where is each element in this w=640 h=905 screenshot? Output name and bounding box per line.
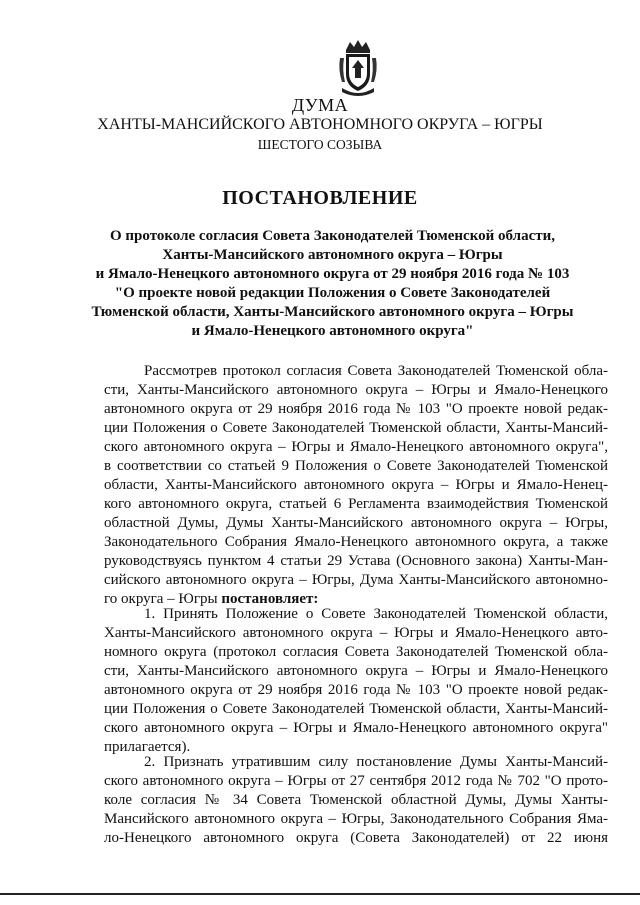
paragraph-line: 1. Принять Положение о Совете Законодателей Тюменской области,	[144, 606, 608, 622]
org-title: ДУМА	[291, 95, 349, 115]
paragraph-line: в соответствии со статьей 9 Положения о Совете Законодателей Тюменской	[104, 458, 608, 474]
coat-of-arms-emblem	[336, 38, 380, 98]
paragraph-line: Ханты-Мансийского автономного округа – Югры и Ямало-Ненецкого авто-	[104, 625, 608, 641]
document-type-title: ПОСТАНОВЛЕНИЕ	[222, 187, 418, 209]
heading-line: и Ямало-Ненецкого автономного округа"	[191, 323, 474, 339]
paragraph-line: коле согласия № 34 Совета Тюменской областной Думы, Думы Ханты-	[104, 792, 608, 808]
heading-line: Ханты-Мансийского автономного округа – Югры	[162, 247, 503, 263]
paragraph-line-text: го округа – Югры	[104, 591, 222, 607]
intro-paragraph	[104, 362, 608, 609]
paragraph-line: прилагается).	[104, 739, 191, 755]
paragraph-line: 2. Признать утратившим силу постановление Думы Ханты-Мансий-	[144, 754, 608, 770]
paragraph-line: руководствуясь пунктом 4 статьи 29 Устава (Основного закона) Ханты-Ман-	[104, 553, 608, 569]
paragraph-line: сти, Ханты-Мансийского автономного округа – Югры и Ямало-Ненецкого	[104, 382, 608, 398]
paragraph-line: областной Думы, Думы Ханты-Мансийского автономного округа – Югры,	[104, 515, 608, 531]
org-subtitle: ХАНТЫ-МАНСИЙСКОГО АВТОНОМНОГО ОКРУГА – ЮГРЫ	[97, 116, 543, 133]
coat-of-arms-icon	[336, 38, 380, 98]
paragraph-line: Мансийского автономного округа – Югры, Законодательного Собрания Яма-	[104, 811, 608, 827]
heading-line: О протоколе согласия Совета Законодателей Тюменской области,	[109, 228, 555, 244]
paragraph-line: ло-Ненецкого автономного округа (Совета Законодателей) от 22 июня	[104, 830, 608, 846]
heading-line: Тюменской области, Ханты-Мансийского автономного округа – Югры	[91, 304, 574, 320]
paragraph-line: ции Положения о Совете Законодателей Тюменской области, Ханты-Мансий-	[104, 420, 608, 436]
decree-word: постановляет:	[221, 591, 319, 607]
paragraph-line: ского автономного округа – Югры и Ямало-Ненецкого автономного округа",	[104, 439, 608, 455]
heading-line: и Ямало-Ненецкого автономного округа от 29 ноября 2016 года № 103	[95, 266, 570, 282]
document-heading	[60, 227, 605, 341]
paragraph-line: автономного округа от 29 ноября 2016 года № 103 "О проекте новой редак-	[104, 401, 608, 417]
convocation-label: ШЕСТОГО СОЗЫВА	[257, 137, 383, 152]
paragraph-line: ского автономного округа – Югры и Ямало-Ненецкого автономного округа"	[104, 720, 608, 736]
item-1-paragraph	[104, 605, 608, 757]
paragraph-line: сти, Ханты-Мансийского автономного округа – Югры и Ямало-Ненецкого	[104, 663, 608, 679]
paragraph-line: номного округа (протокол согласия Совета Законодателей Тюменской обла-	[104, 644, 608, 660]
item-2-paragraph	[104, 753, 608, 848]
paragraph-line: Законодательного Собрания Ямало-Ненецкого автономного округа, а также	[104, 534, 608, 550]
paragraph-line: сийского автономного округа – Югры, Дума Ханты-Мансийского автономно-	[104, 572, 608, 588]
heading-line: "О проекте новой редакции Положения о Совете Законодателей	[114, 285, 551, 301]
paragraph-line: Рассмотрев протокол согласия Совета Законодателей Тюменской обла-	[144, 363, 608, 379]
paragraph-line: ции Положения о Совете Законодателей Тюменской области, Ханты-Мансий-	[104, 701, 608, 717]
paragraph-line: кого автономного округа, статьей 6 Регламента взаимодействия Тюменской	[104, 496, 608, 512]
paragraph-line: автономного округа от 29 ноября 2016 года № 103 "О проекте новой редак-	[104, 682, 608, 698]
paragraph-line: ского автономного округа – Югры от 27 сентября 2012 года № 702 "О прото-	[104, 773, 608, 789]
paragraph-line: области, Ханты-Мансийского автономного округа – Югры и Ямало-Ненец-	[104, 477, 608, 493]
page-edge-line	[0, 893, 640, 895]
